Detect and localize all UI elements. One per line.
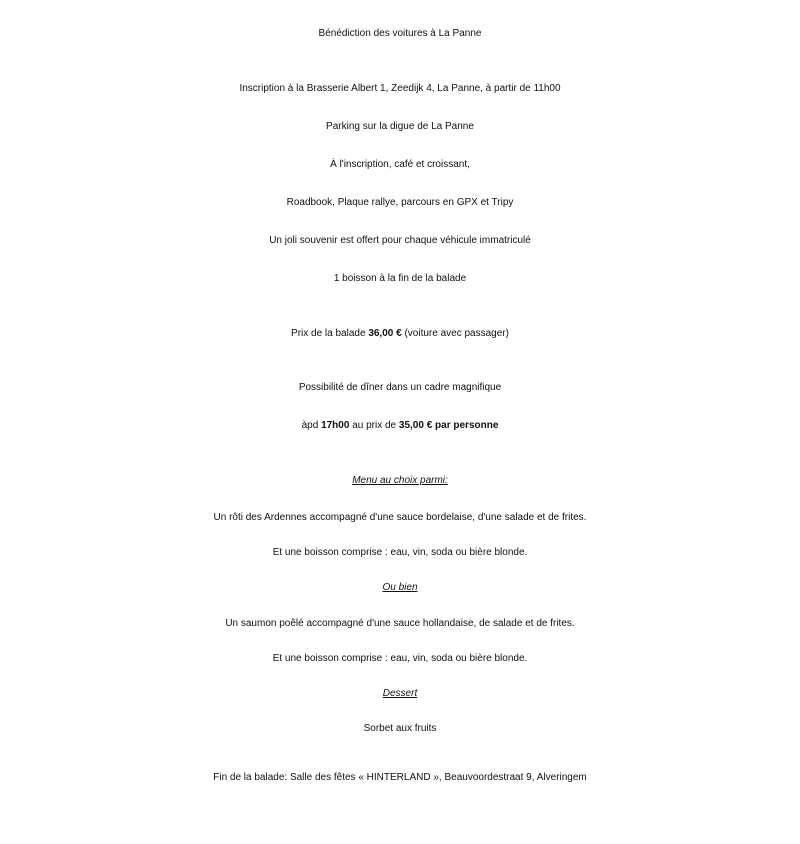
menu-option-1-drink: Et une boisson comprise : eau, vin, soda ou bière blonde. bbox=[272, 547, 528, 558]
dinner-middle: au prix de bbox=[349, 420, 399, 431]
dinner-price-line bbox=[0, 414, 800, 438]
end-location-line: Fin de la balade: Salle des fêtes « HINTERLAND », Beauvoordestraat 9, Alveringem bbox=[213, 772, 587, 783]
menu-option-2-drink: Et une boisson comprise : eau, vin, soda ou bière blonde. bbox=[272, 653, 528, 664]
ride-price-suffix: (voiture avec passager) bbox=[401, 328, 509, 339]
registration-line: Inscription à la Brasserie Albert 1, Zeedijk 4, La Panne, à partir de 11h00 bbox=[239, 83, 561, 94]
dinner-prefix: àpd bbox=[301, 420, 322, 431]
dinner-time: 17h00 bbox=[321, 420, 350, 431]
souvenir-line: Un joli souvenir est offert pour chaque véhicule immatriculé bbox=[269, 235, 531, 246]
dessert-heading-text: Dessert bbox=[382, 688, 418, 699]
menu-or-text: Ou bien bbox=[382, 582, 418, 593]
ride-price-line bbox=[0, 322, 800, 346]
dessert-heading bbox=[0, 682, 800, 706]
menu-option-1: Un rôti des Ardennes accompagné d'une sauce bordelaise, d'une salade et de frites. bbox=[213, 512, 587, 523]
menu-option-2: Un saumon poêlé accompagné d'une sauce hollandaise, de salade et de frites. bbox=[225, 618, 575, 629]
parking-line: Parking sur la digue de La Panne bbox=[326, 121, 474, 132]
ride-price-prefix: Prix de la balade bbox=[291, 328, 369, 339]
materials-line: Roadbook, Plaque rallye, parcours en GPX et Tripy bbox=[286, 197, 514, 208]
dessert-line: Sorbet aux fruits bbox=[363, 723, 437, 734]
menu-heading bbox=[0, 469, 800, 493]
welcome-line: À l'inscription, café et croissant, bbox=[330, 159, 470, 170]
menu-heading-text: Menu au choix parmi: bbox=[352, 475, 448, 486]
menu-or bbox=[0, 576, 800, 600]
page-title: Bénédiction des voitures à La Panne bbox=[318, 28, 482, 39]
ride-price-amount: 36,00 € bbox=[368, 328, 402, 339]
dinner-price: 35,00 € par personne bbox=[398, 420, 499, 431]
dinner-line: Possibilité de dîner dans un cadre magnifique bbox=[298, 382, 502, 393]
drink-line: 1 boisson à la fin de la balade bbox=[333, 273, 467, 284]
